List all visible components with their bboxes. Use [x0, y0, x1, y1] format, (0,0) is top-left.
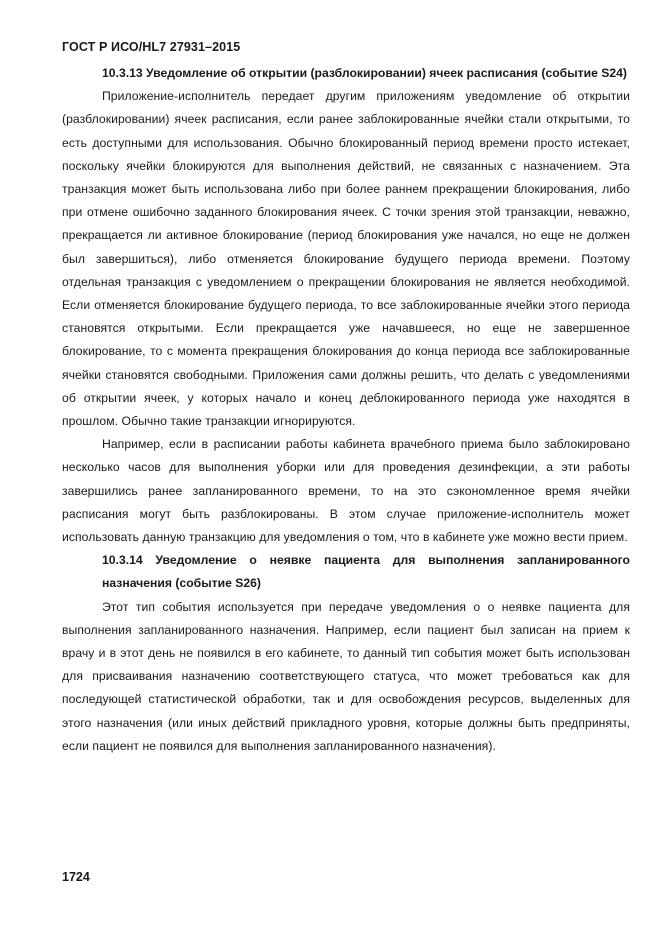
- paragraph: Например, если в расписании работы кабинета врачебного приема было заблокировано несколько часов для выполнения уборки или для проведения дезинфекции, а эти работы завершились ранее запланированного времени, то на это сэкономленное время ячейки расписания могут быть разблокированы. В этом случае приложение-исполнитель может использовать данную транзакцию для уведомления о том, что в кабинете уже можно вести прием.: [62, 437, 630, 545]
- section-10-3-14: [62, 549, 630, 758]
- section-heading: 10.3.14 Уведомление о неявке пациента для выполнения запланированного назначения (событие S26): [102, 553, 630, 591]
- page-body: [62, 62, 630, 758]
- document-header: ГОСТ Р ИСО/HL7 27931–2015: [62, 40, 241, 54]
- section-heading: 10.3.13 Уведомление об открытии (разблокировании) ячеек расписания (событие S24): [102, 66, 627, 80]
- section-10-3-13: [62, 62, 630, 549]
- paragraph: Этот тип события используется при передаче уведомления о о неявке пациента для выполнения запланированного назначения. Например, если пациент был записан на прием к врачу и в этот день не появился в его кабинете, то данный тип события может быть использован для присваивания назначению соответствующего статуса, что может требоваться как для последующей статистической обработки, так и для освобождения ресурсов, выделенных для этого назначения (или иных действий прикладного уровня, которые должны быть предприняты, если пациент не появился для выполнения запланированного назначения).: [62, 599, 630, 753]
- paragraph: Приложение-исполнитель передает другим приложениям уведомление об открытии (разблокировании) ячеек расписания, если ранее заблокированные ячейки стали открытыми, то есть доступными для использования. Обычно блокированный период времени просто истекает, поскольку ячейки блокируются для выполнения действий, не связанных с назначением. Эта транзакция может быть использована либо при более раннем прекращении блокирования, либо при отмене ошибочно заданного блокирования ячеек. С точки зрения этой транзакции, неважно, прекращается ли активное блокирование (период блокирования уже начался, но еще не должен был завершиться), либо отменяется блокирование будущего периода времени. Поэтому отдельная транзакция с уведомлением о прекращении блокирования не является необходимой. Если отменяется блокирование будущего периода, то все заблокированные ячейки этого периода становятся открытыми. Если прекращается уже начавшееся, но еще не завершенное блокирование, то с момента прекращения блокирования до конца периода все заблокированные ячейки становятся свободными. Приложения сами должны решить, что делать с уведомлениями об открытии ячеек, у которых начало и конец деблокированного периода уже находятся в прошлом. Обычно такие транзакции игнорируются.: [62, 89, 630, 429]
- page-number: 1724: [62, 870, 90, 884]
